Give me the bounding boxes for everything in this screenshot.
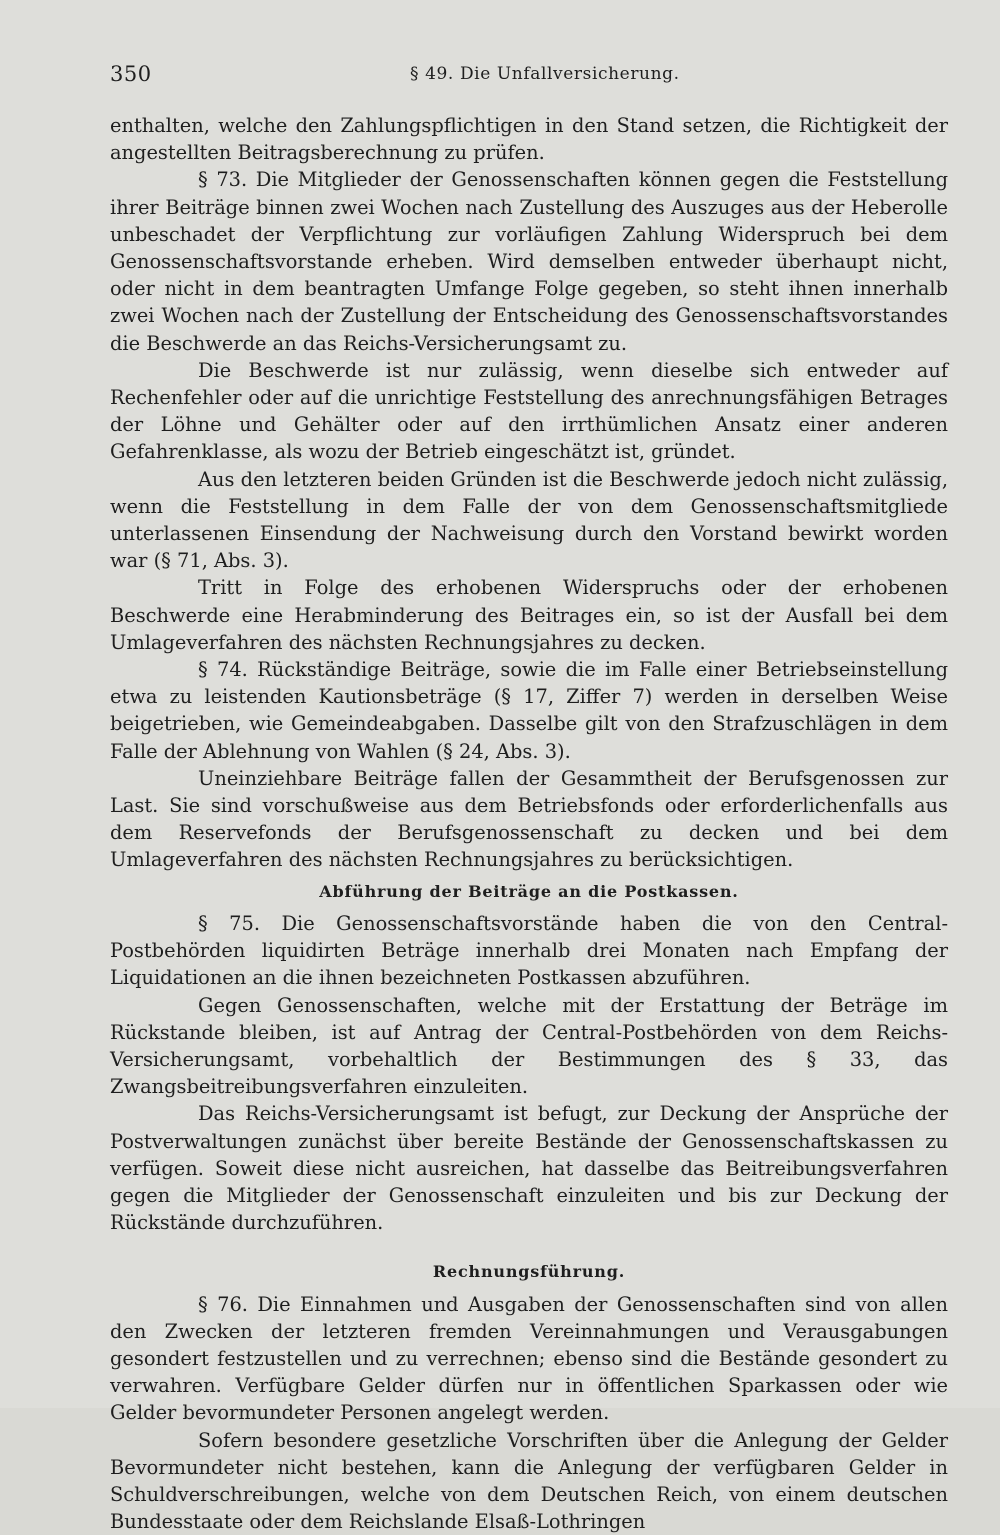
subheading-rechnungsfuehrung: Rechnungsführung. (432, 1262, 626, 1282)
subheading-postkassen: Abführung der Beiträge an die Postkassen. (319, 881, 739, 901)
paragraph-herabminderung: Tritt in Folge des erhobenen Widerspruchs oder der erhobenen Beschwerde eine Herabminderung des Beitrages ein, so ist der Ausfall bei dem Umlageverfahren des nächsten Rechnungsjahres zu decken. (110, 576, 948, 654)
paragraph-continuation: enthalten, welche den Zahlungspflichtigen in den Stand setzen, die Richtigkeit der angestellten Beitragsberechnung zu prüfen. (110, 114, 948, 165)
paragraph-section-76: § 76. Die Einnahmen und Ausgaben der Genossenschaften sind von allen den Zwecken der letzteren fremden Vereinnahmungen und Verausgabungen gesondert festzustellen und zu verrechnen; ebenso sind die Bestände gesondert zu verwahren. Verfügbare Gelder dürfen nur in öffentlichen Sparkassen oder wie Gelder bevormundeter Personen angelegt werden. (110, 1292, 948, 1425)
paragraph-gruende: Aus den letzteren beiden Gründen ist die Beschwerde jedoch nicht zulässig, wenn die Feststellung in dem Falle der von dem Genossenschaftsmitgliede unterlassenen Einsendung der Nachweisung durch den Vorstand bewirkt worden war (§ 71, Abs. 3). (110, 467, 948, 573)
paragraph-section-75: § 75. Die Genossenschaftsvorstände haben die von den Central-Postbehörden liquidirten Beträge innerhalb drei Monaten nach Empfang der Liquidationen an die ihnen bezeichneten Postkassen abzuführen. (110, 911, 948, 990)
page-header (110, 62, 948, 92)
paragraph-anlegung: Sofern besondere gesetzliche Vorschriften über die Anlegung der Gelder Bevormundeter nicht bestehen, kann die Anlegung der verfügbaren Gelder in Schuldverschreibungen, welche von dem Deutschen Reich, von einem deutschen Bundesstaate oder dem Reichslande Elsaß-Lothringen (110, 1428, 948, 1534)
paragraph-beschwerde: Die Beschwerde ist nur zulässig, wenn dieselbe sich entweder auf Rechenfehler oder auf die unrichtige Feststellung des anrechnungsfähigen Betrages der Löhne und Gehälter oder auf den irrthümlichen Ansatz einer anderen Gefahrenklasse, als wozu der Betrieb eingeschätzt ist, gründet. (110, 358, 948, 464)
page-number: 350 (110, 62, 152, 86)
paragraph-rueckstand: Gegen Genossenschaften, welche mit der Erstattung der Beträge im Rückstande bleiben, ist auf Antrag der Central-Postbehörden von dem Reichs-Versicherungsamt, vorbehaltlich der Bestimmungen des § 33, das Zwangsbeitreibungsverfahren einzuleiten. (110, 993, 948, 1099)
paragraph-section-73: § 73. Die Mitglieder der Genossenschaften können gegen die Feststellung ihrer Beiträge binnen zwei Wochen nach Zustellung des Auszuges aus der Heberolle unbeschadet der Verpflichtung zur vorläufigen Zahlung Widerspruch bei dem Genossenschaftsvorstande erheben. Wird demselben entweder überhaupt nicht, oder nicht in dem beantragten Umfange Folge gegeben, so steht ihnen innerhalb zwei Wochen nach der Zustellung der Entscheidung des Genossenschaftsvorstandes die Beschwerde an das Reichs-Versicherungsamt zu. (110, 168, 948, 355)
running-head: § 49. Die Unfallversicherung. (410, 64, 680, 84)
paragraph-reichs-versicherungsamt: Das Reichs-Versicherungsamt ist befugt, zur Deckung der Ansprüche der Postverwaltungen zunächst über bereite Bestände der Genossenschaftskassen zu verfügen. Soweit diese nicht ausreichen, hat dasselbe das Beitreibungsverfahren gegen die Mitglieder der Genossenschaft einzuleiten und bis zur Deckung der Rückstände durchzuführen. (110, 1102, 948, 1235)
paragraph-section-74: § 74. Rückständige Beiträge, sowie die im Falle einer Betriebseinstellung etwa zu leistenden Kautionsbeträge (§ 17, Ziffer 7) werden in derselben Weise beigetrieben, wie Gemeindeabgaben. Dasselbe gilt von den Strafzuschlägen in dem Falle der Ablehnung von Wahlen (§ 24, Abs. 3). (110, 658, 948, 763)
body-text (110, 112, 948, 1535)
paragraph-uneinziehbare: Uneinziehbare Beiträge fallen der Gesammtheit der Berufsgenossen zur Last. Sie sind vorschußweise aus dem Betriebsfonds oder erforderlichenfalls aus dem Reservefonds der Berufsgenossenschaft zu decken und bei dem Umlageverfahren des nächsten Rechnungsjahres zu berücksichtigen. (110, 766, 948, 872)
